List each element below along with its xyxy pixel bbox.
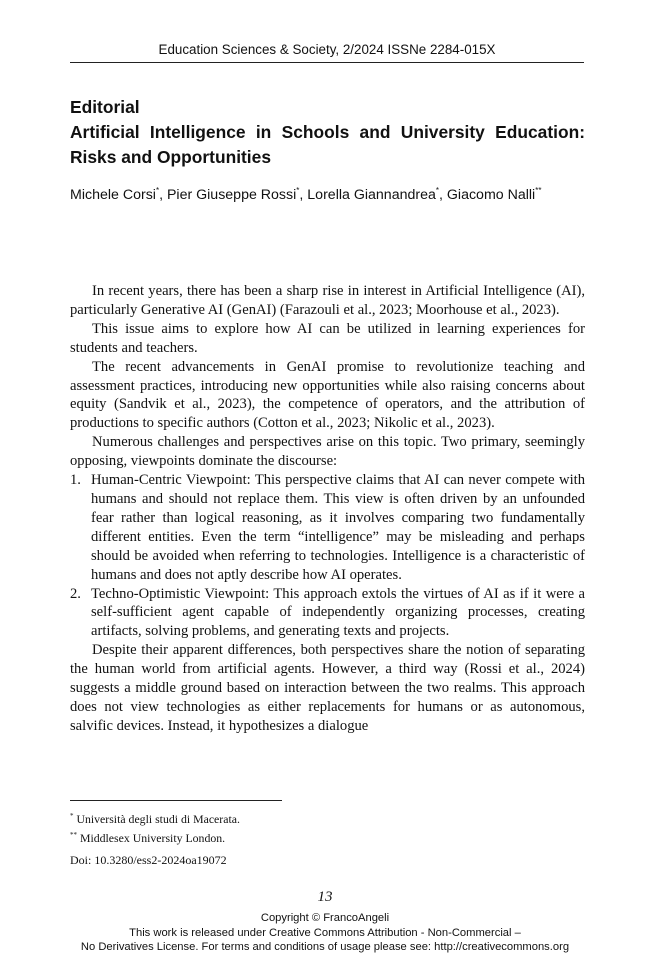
body-paragraph: In recent years, there has been a sharp rise in interest in Artificial Intelligence (AI), particularly Generative AI (GenAI) (Farazouli et al., 2023; Moorhouse et al., 2023). [70, 283, 585, 318]
body-paragraph: The recent advancements in GenAI promise to revolutionize teaching and assessment practices, introducing new opportunities while also raising concerns about equity (Sandvik et al., 2023), the competence of operators, and the attribution of productions to specific authors (Cotton et al., 2023; Nikolic et al., 2023). [70, 358, 585, 432]
affiliation-mark: * [155, 186, 160, 195]
body-paragraph: Despite their apparent differences, both perspectives share the notion of separating the human world from artificial agents. However, a third way (Rossi et al., 2024) suggests a middle ground based on interaction between the two realms. This approach does not view technologies as either replacements for humans or as autonomous, salvific devices. Instead, it hypothesizes a dialogue [70, 642, 585, 734]
footnote-divider [70, 800, 282, 801]
list-item [70, 585, 585, 642]
footnote [70, 827, 240, 846]
license-line: This work is released under Creative Commons Attribution - Non-Commercial – [129, 926, 521, 939]
page-number: 13 [317, 889, 333, 905]
body-paragraph: Numerous challenges and perspectives arise on this topic. Two primary, seemingly opposing, viewpoints dominate the discourse: [70, 434, 585, 470]
author-separator: , [299, 187, 308, 203]
author-separator: , [159, 187, 167, 203]
article-title-line-2: Risks and Opportunities [70, 147, 271, 167]
article-title-line-1: Artificial Intelligence in Schools and University Education: [70, 122, 585, 142]
footnote-text: Università degli studi di Macerata. [76, 812, 240, 826]
affiliation-mark: ** [535, 186, 542, 195]
license-notice [0, 911, 650, 955]
list-item-number: 1. [70, 472, 81, 489]
affiliation-mark: * [296, 186, 300, 195]
footnote-text: Middlesex University London. [79, 831, 226, 845]
author-name: Pier Giuseppe Rossi [166, 187, 297, 203]
viewpoint-list [70, 471, 585, 641]
author-separator: , [439, 187, 447, 203]
affiliation-mark: * [435, 186, 439, 195]
section-label: Editorial [70, 97, 140, 117]
list-item-text: Human-Centric Viewpoint: This perspective claims that AI can never compete with humans and should not replace them. This view is often driven by an unfounded fear rather than logical reasoning, as it involves comparing two fundamentally different entities. Even the term “intelligence” may be misleading and perhaps should be avoided when referring to technologies. Intelligence is a characteristic of humans and does not aptly describe how AI operates. [91, 472, 585, 583]
article-body [70, 282, 585, 736]
article-title [70, 120, 585, 170]
author-name: Michele Corsi [70, 187, 156, 203]
footnote-mark: * [70, 812, 74, 820]
footnote [70, 808, 240, 827]
journal-header: Education Sciences & Society, 2/2024 ISSNe 2284-015X [70, 42, 584, 63]
copyright-line: Copyright © FrancoAngeli [260, 912, 390, 924]
list-item-number: 2. [70, 585, 81, 602]
footnote-mark: ** [70, 831, 77, 839]
list-item-text: Techno-Optimistic Viewpoint: This approach extols the virtues of AI as if it were a self-sufficient agent capable of independently organizing processes, creating artifacts, solving problems, and generating texts and projects. [91, 585, 585, 640]
license-line: No Derivatives License. For terms and conditions of usage please see: http://creativecommons.org [80, 941, 570, 953]
author-name: Giacomo Nalli [446, 187, 536, 203]
author-name: Lorella Giannandrea [307, 187, 436, 203]
footnotes [70, 808, 240, 846]
doi: Doi: 10.3280/ess2-2024oa19072 [70, 853, 227, 867]
author-list [70, 186, 590, 203]
body-paragraph: This issue aims to explore how AI can be utilized in learning experiences for students and teachers. [70, 320, 585, 356]
list-item [70, 471, 585, 584]
